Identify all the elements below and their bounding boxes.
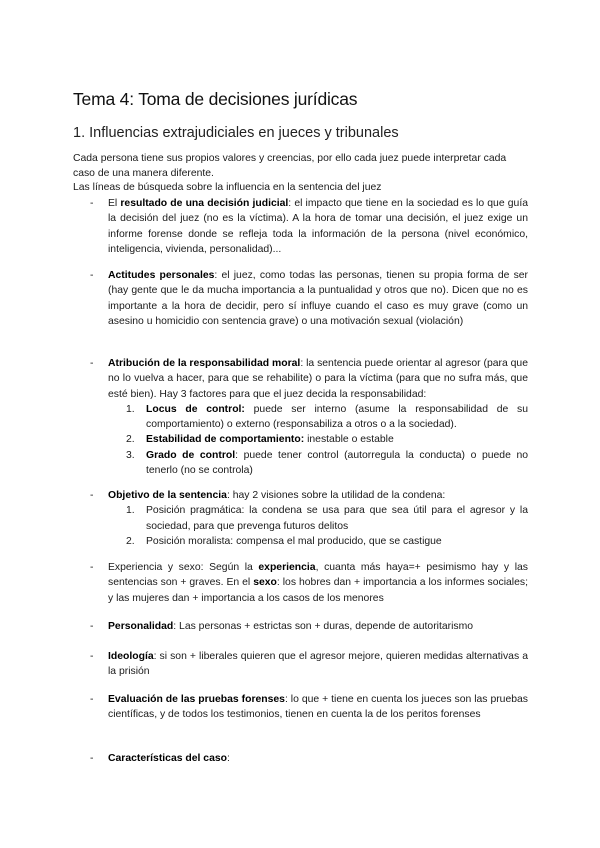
list-item-objetivo: Objetivo de la sentencia: hay 2 visiones sobre la utilidad de la condena: 1. Posición pragmática: la condena se usa para que sea útil para el agresor y la sociedad, para que prevenga futuros delitos 2. Posición moralista: compensa el mal producido, que se castigue (108, 488, 528, 549)
bullet-marker: - (90, 753, 94, 764)
page-title: Tema 4: Toma de decisiones jurídicas (73, 89, 358, 109)
sublist-item: 2. Posición moralista: compensa el mal producido, que se castigue (126, 535, 442, 547)
list-item-caracteristicas: Características del caso: (108, 753, 230, 764)
bullet-marker: - (90, 270, 94, 281)
list-item-personalidad: Personalidad: Las personas + estrictas son + duras, depende de autoritarismo (108, 621, 474, 632)
section-heading: 1. Influencias extrajudiciales en jueces y tribunales (73, 125, 399, 141)
sublist-item: 1. Posición pragmática: la condena se usa para que sea útil para el agresor y la sociedad, para que prevenga futuros delitos (126, 505, 528, 532)
list-item-resultado: El resultado de una decisión judicial: el impacto que tiene en la sociedad es lo que guía la decisión del juez (no es la víctima). A la hora de tomar una decisión, el juez exige un informe forense donde se refleja toda la información de la persona (nivel económico, inteligencia, vivienda, personalidad)... (108, 198, 528, 255)
bullet-marker: - (90, 562, 94, 573)
sublist-item: 1. Locus de control: puede ser interno (asume la responsabilidad de su comportamiento) o externo (responsabiliza a otros o a la sociedad). (126, 403, 528, 431)
bullet-marker: - (90, 621, 94, 632)
list-item-ideologia: Ideología: si son + liberales quieren que el agresor mejore, quieren medidas alternativas a la prisión (108, 651, 528, 678)
bullet-marker: - (90, 694, 94, 705)
bullet-marker: - (90, 198, 94, 209)
list-item-experiencia: Experiencia y sexo: Según la experiencia, cuanta más haya=+ pesimismo hay y las sentencias son + graves. En el sexo: los hobres dan + importancia a los informes sociales; y las mujeres dan + importancia a los casos de los menores (108, 562, 528, 604)
bullet-marker: - (90, 358, 94, 369)
bullet-marker: - (90, 651, 94, 662)
sublist-item: 3. Grado de control: puede tener control (autorregula la conducta) o puede no tenerlo (no se controla) (126, 449, 528, 477)
bullet-marker: - (90, 490, 94, 501)
sublist-item: 2. Estabilidad de comportamiento: inestable o estable (126, 434, 394, 446)
list-item-atribucion: Atribución de la responsabilidad moral: la sentencia puede orientar al agresor (para que no lo vuelva a hacer, para que se rehabilite) o para la víctima (para que no sufra más, que esté bien). Hay 3 factores para que el juez decida la responsabilidad: 1. Locus de control: puede ser interno (asume la responsabilidad de su comportamiento) o externo (responsabiliza a otros o a la sociedad). 2. Estabilidad de comportamiento: inestable o estable 3. Grado de control: puede tener control (autorregula la conducta) o puede no tenerlo (no se controla) (108, 356, 528, 478)
intro-line: Las líneas de búsqueda sobre la influencia en la sentencia del juez (73, 182, 382, 193)
list-item-actitudes: Actitudes personales: el juez, como todas las personas, tienen su propia forma de ser (hay gente que le da mucha importancia a la puntualidad y otros que no). Dicen que no es importante a la hora de decidir, pero sí influye cuando el caso es muy grave (como un asesino u homicidio con sentencia grave) o una motivación sexual (violación) (108, 270, 529, 327)
list-item-evaluacion: Evaluación de las pruebas forenses: lo que + tiene en cuenta los jueces son las pruebas científicas, y de todos los testimonios, tienen en cuenta la de los peritos forenses (108, 694, 528, 721)
intro-paragraph: Cada persona tiene sus propios valores y creencias, por ello cada juez puede interpretar cada caso de una manera diferente. (73, 153, 507, 179)
